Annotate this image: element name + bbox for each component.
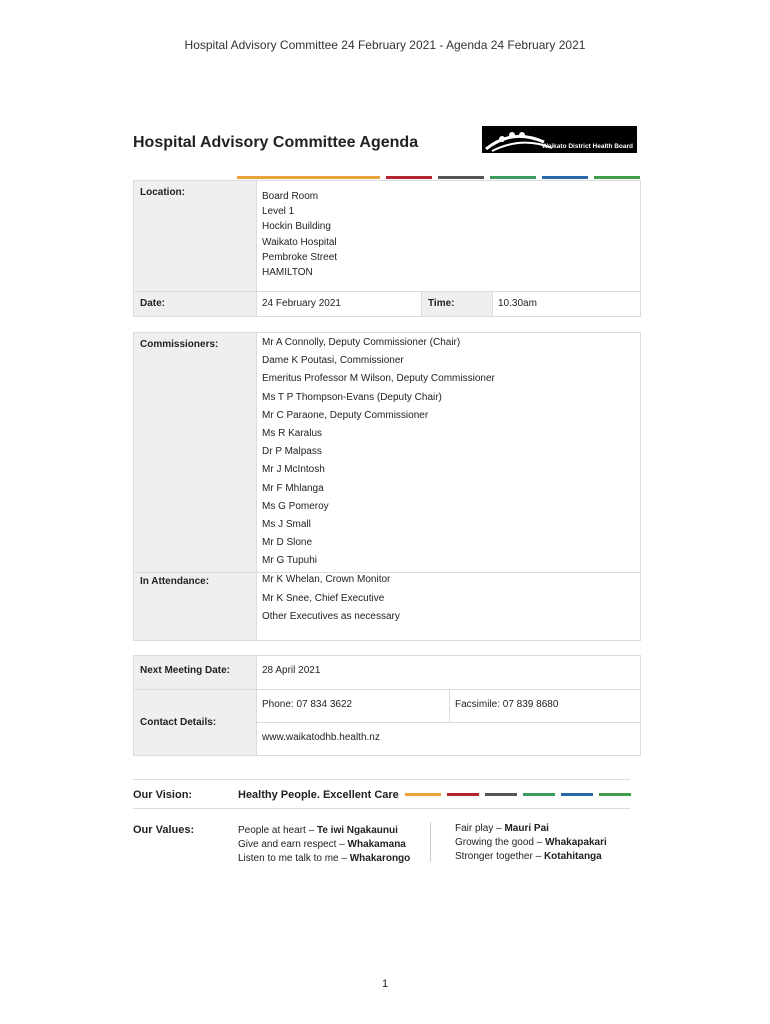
location-line: HAMILTON <box>262 267 313 279</box>
next-meeting-value: 28 April 2021 <box>257 656 641 690</box>
location-line: Hockin Building <box>262 221 331 233</box>
location-value <box>257 181 641 292</box>
stripe <box>542 176 588 179</box>
contact-label: Contact Details: <box>134 690 257 756</box>
attendee-name: Mr K Whelan, Crown Monitor <box>262 574 391 586</box>
location-line: Pembroke Street <box>262 251 338 263</box>
commissioner-name: Mr G Tupuhi <box>262 555 318 567</box>
commissioner-name: Ms G Pomeroy <box>262 500 329 512</box>
vision-statement: Healthy People. Excellent Care <box>238 789 399 801</box>
stripe <box>438 176 484 179</box>
attendance-label: In Attendance: <box>134 573 257 641</box>
commissioner-name: Mr F Mhlanga <box>262 482 324 494</box>
time-value: 10.30am <box>493 292 641 317</box>
contact-website: www.waikatodhb.health.nz <box>257 723 641 756</box>
value-item: Growing the good – Whakapakari <box>455 837 607 848</box>
stripe <box>599 793 631 796</box>
next-meeting-label: Next Meeting Date: <box>134 656 257 690</box>
stripe <box>523 793 555 796</box>
contact-fax: Facsimile: 07 839 8680 <box>450 690 641 723</box>
logo-text: Waikato District Health Board <box>541 143 633 150</box>
date-label: Date: <box>134 292 257 317</box>
commissioner-name: Mr D Slone <box>262 537 313 549</box>
values-right-column <box>455 822 607 864</box>
commissioner-name: Emeritus Professor M Wilson, Deputy Commissioner <box>262 373 495 385</box>
attendees-table <box>133 332 641 641</box>
stripe <box>237 176 380 179</box>
location-line: Waikato Hospital <box>262 236 337 248</box>
stripe <box>594 176 640 179</box>
stripe <box>561 793 593 796</box>
stripe <box>447 793 479 796</box>
commissioners-list <box>257 333 641 573</box>
commissioners-label: Commissioners: <box>134 333 257 573</box>
attendance-list <box>257 573 641 641</box>
commissioner-name: Mr A Connolly, Deputy Commissioner (Chair) <box>262 337 461 348</box>
vision-top-rule <box>133 779 630 780</box>
values-divider <box>430 822 431 862</box>
contact-table <box>133 655 641 756</box>
values-label: Our Values: <box>133 824 195 836</box>
time-label: Time: <box>422 292 493 317</box>
waikato-dhb-logo <box>482 126 637 153</box>
attendee-name: Mr K Snee, Chief Executive <box>262 592 385 604</box>
stripe <box>490 176 536 179</box>
commissioner-name: Dr P Malpass <box>262 446 322 458</box>
meeting-details-table <box>133 180 641 317</box>
values-left-column <box>238 824 410 866</box>
commissioner-name: Mr J McIntosh <box>262 464 325 476</box>
value-item: People at heart – Te iwi Ngakaunui <box>238 825 398 836</box>
value-item: Fair play – Mauri Pai <box>455 823 549 834</box>
commissioner-name: Ms T P Thompson-Evans (Deputy Chair) <box>262 391 442 403</box>
attendee-name: Other Executives as necessary <box>262 610 400 622</box>
page-title: Hospital Advisory Committee Agenda <box>133 134 419 151</box>
commissioner-name: Ms R Karalus <box>262 427 323 439</box>
location-label: Location: <box>134 181 257 292</box>
vision-label: Our Vision: <box>133 789 193 801</box>
vision-stripe-bar <box>405 793 631 796</box>
value-item: Stronger together – Kotahitanga <box>455 851 602 862</box>
contact-phone: Phone: 07 834 3622 <box>257 690 450 723</box>
commissioner-name: Ms J Small <box>262 518 311 530</box>
stripe <box>485 793 517 796</box>
page-number: 1 <box>381 978 389 990</box>
value-item: Listen to me talk to me – Whakarongo <box>238 853 411 864</box>
date-value: 24 February 2021 <box>257 292 422 317</box>
stripe <box>386 176 432 179</box>
vision-bottom-rule <box>133 808 630 809</box>
page-header: Hospital Advisory Committee 24 February 2021 - Agenda 24 February 2021 <box>184 38 586 52</box>
value-item: Give and earn respect – Whakamana <box>238 839 406 850</box>
location-line: Level 1 <box>262 206 295 218</box>
stripe <box>405 793 441 796</box>
location-line: Board Room <box>262 191 319 202</box>
commissioner-name: Dame K Poutasi, Commissioner <box>262 355 404 367</box>
commissioner-name: Mr C Paraone, Deputy Commissioner <box>262 409 429 421</box>
color-stripe-bar <box>237 176 640 179</box>
